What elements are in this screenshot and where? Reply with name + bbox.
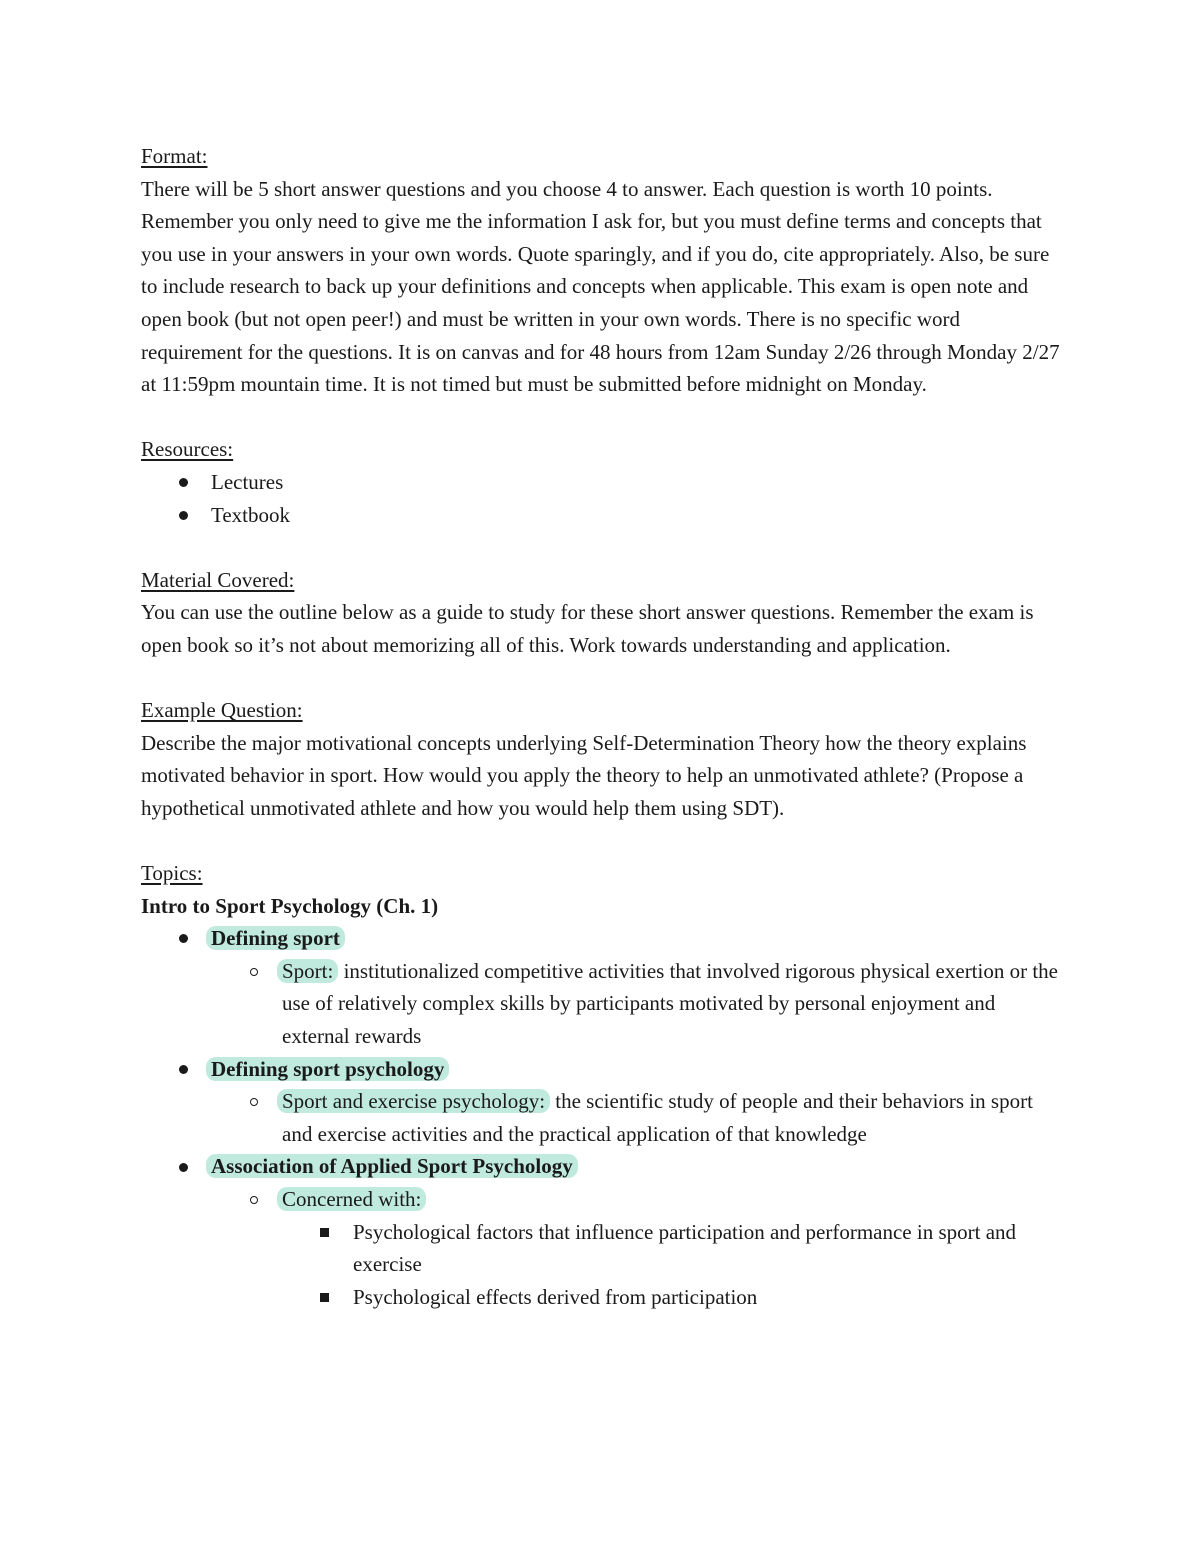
section-title: Intro to Sport Psychology (Ch. 1): [141, 893, 439, 918]
term: Sport:: [277, 959, 338, 983]
term: Concerned with:: [277, 1187, 426, 1211]
bullet-circle-icon: [244, 1085, 264, 1118]
bullet-disc-icon: [173, 466, 193, 499]
example-heading: Example Question:: [141, 698, 303, 723]
list-item: [141, 499, 1066, 532]
resources-heading: Resources:: [141, 437, 234, 462]
format-heading: Format:: [141, 144, 208, 168]
bullet-disc-icon: [173, 499, 193, 532]
list-item: [141, 922, 1066, 955]
topic-label: Defining sport: [206, 926, 345, 950]
spacer: [141, 531, 1066, 564]
list-item: [141, 466, 1066, 499]
resource-item: Textbook: [211, 502, 291, 527]
format-body: There will be 5 short answer questions and you choose 4 to answer. Each question is worth 10 points. Remember you only need to give me the information I ask for, but you must define terms and concepts that you use in your answers in your own words. Quote sparingly, and if you do, cite appropriately. Also, be sure to include research to back up your definitions and concepts when applicable. This exam is open note and open book (but not open peer!) and must be written in your own words. There is no specific word requirement for the questions. It is on canvas and for 48 hours from 12am Sunday 2/26 through Monday 2/27 at 11:59pm mountain time. It is not timed but must be submitted before midnight on Monday.: [141, 176, 1060, 397]
bullet-disc-icon: [173, 1053, 193, 1086]
topics-heading: Topics:: [141, 861, 203, 886]
list-item: [141, 1085, 1066, 1150]
list-item: [141, 1183, 1066, 1216]
point-text: Psychological factors that influence participation and performance in sport and exercise: [353, 1219, 1017, 1277]
list-item: [141, 1150, 1066, 1183]
term: Sport and exercise psychology:: [277, 1089, 550, 1113]
list-item: [141, 1053, 1066, 1086]
topic-label: Defining sport psychology: [206, 1057, 449, 1081]
material-body: You can use the outline below as a guide to study for these short answer questions. Remember the exam is open book so it’s not about memorizing all of this. Work towards understanding and application.: [141, 600, 1034, 657]
bullet-disc-icon: [173, 922, 193, 955]
list-item: [141, 955, 1066, 1053]
definition: institutionalized competitive activities that involved rigorous physical exertion or the use of relatively complex skills by participants motivated by personal enjoyment and external rewards: [282, 958, 1059, 1049]
definition: the scientific study of people and their behaviors in sport and exercise activities and the practical application of that knowledge: [282, 1089, 1033, 1146]
bullet-square-icon: [314, 1281, 334, 1314]
spacer: [141, 662, 1066, 695]
resource-item: Lectures: [211, 469, 284, 494]
topics-list: [141, 922, 1066, 1313]
bullet-disc-icon: [173, 1150, 193, 1183]
resources-list: [141, 466, 1066, 531]
material-heading: Material Covered:: [141, 567, 295, 592]
document-page: [141, 140, 1066, 1313]
bullet-square-icon: [314, 1216, 334, 1249]
spacer: [141, 401, 1066, 434]
example-body: Describe the major motivational concepts underlying Self-Determination Theory how the theory explains motivated behavior in sport. How would you apply the theory to help an unmotivated athlete? (Propose a hypothetical unmotivated athlete and how you would help them using SDT).: [141, 730, 1027, 820]
point-text: Psychological effects derived from participation: [353, 1284, 758, 1309]
bullet-circle-icon: [244, 955, 264, 988]
topic-label: Association of Applied Sport Psychology: [206, 1154, 578, 1178]
spacer: [141, 824, 1066, 857]
list-item: [141, 1216, 1066, 1281]
list-item: [141, 1281, 1066, 1314]
bullet-circle-icon: [244, 1183, 264, 1216]
